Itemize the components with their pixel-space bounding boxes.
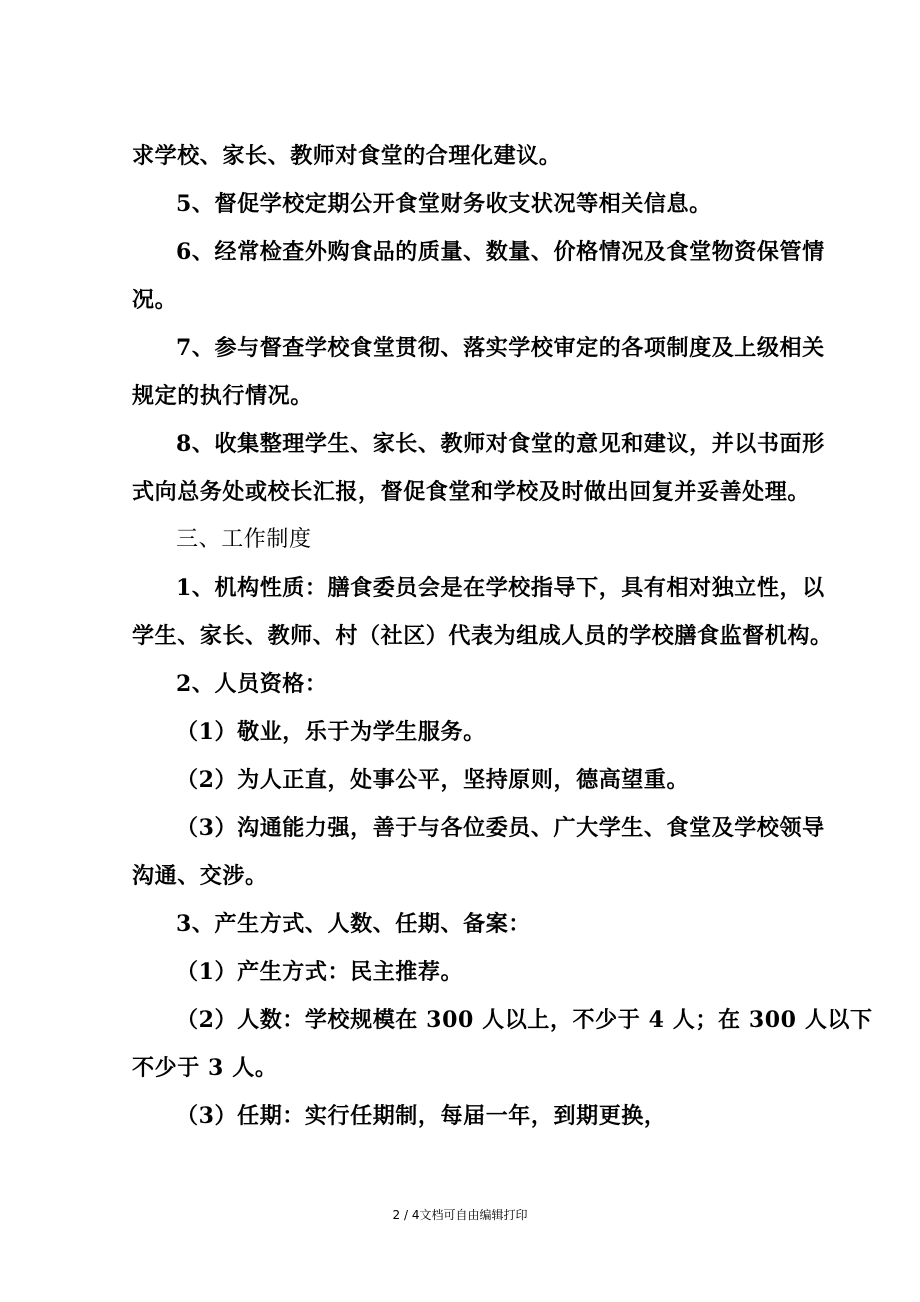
paragraph-line: 7、参与督查学校食堂贯彻、落实学校审定的各项制度及上级相关: [176, 335, 825, 361]
paragraph-line: （3）任期：实行任期制，每届一年，到期更换，: [176, 1103, 667, 1129]
paragraph-line: （1）敬业，乐于为学生服务。: [176, 719, 486, 745]
paragraph-line: 不少于 3 人。: [132, 1055, 278, 1081]
paragraph-line: （1）产生方式：民主推荐。: [176, 959, 464, 985]
paragraph-line: 学生、家长、教师、村（社区）代表为组成人员的学校膳食监督机构。: [132, 623, 833, 649]
paragraph-line: 1、机构性质：膳食委员会是在学校指导下，具有相对独立性，以: [176, 575, 825, 601]
paragraph-line: 求学校、家长、教师对食堂的合理化建议。: [132, 143, 562, 169]
document-body: [132, 132, 873, 1140]
section-heading: 三、工作制度: [176, 527, 312, 552]
paragraph-line: （2）为人正直，处事公平，坚持原则，德高望重。: [176, 767, 690, 793]
paragraph-line: 2、人员资格：: [176, 671, 328, 697]
paragraph-line: 5、督促学校定期公开食堂财务收支状况等相关信息。: [176, 191, 712, 217]
paragraph-line: 式向总务处或校长汇报，督促食堂和学校及时做出回复并妥善处理。: [132, 479, 811, 505]
paragraph-line: 况。: [132, 287, 178, 313]
paragraph-line: （2）人数：学校规模在 300 人以上，不少于 4 人；在 300 人以下: [176, 1007, 873, 1033]
paragraph-line: （3）沟通能力强，善于与各位委员、广大学生、食堂及学校领导: [176, 815, 825, 841]
paragraph-line: 8、收集整理学生、家长、教师对食堂的意见和建议，并以书面形: [176, 431, 825, 457]
page-footer: 2 / 4文档可自由编辑打印: [392, 1208, 528, 1222]
paragraph-line: 规定的执行情况。: [132, 383, 313, 409]
paragraph-line: 6、经常检查外购食品的质量、数量、价格情况及食堂物资保管情: [176, 239, 825, 265]
paragraph-line: 3、产生方式、人数、任期、备案：: [176, 911, 531, 937]
paragraph-line: 沟通、交涉。: [132, 863, 268, 889]
